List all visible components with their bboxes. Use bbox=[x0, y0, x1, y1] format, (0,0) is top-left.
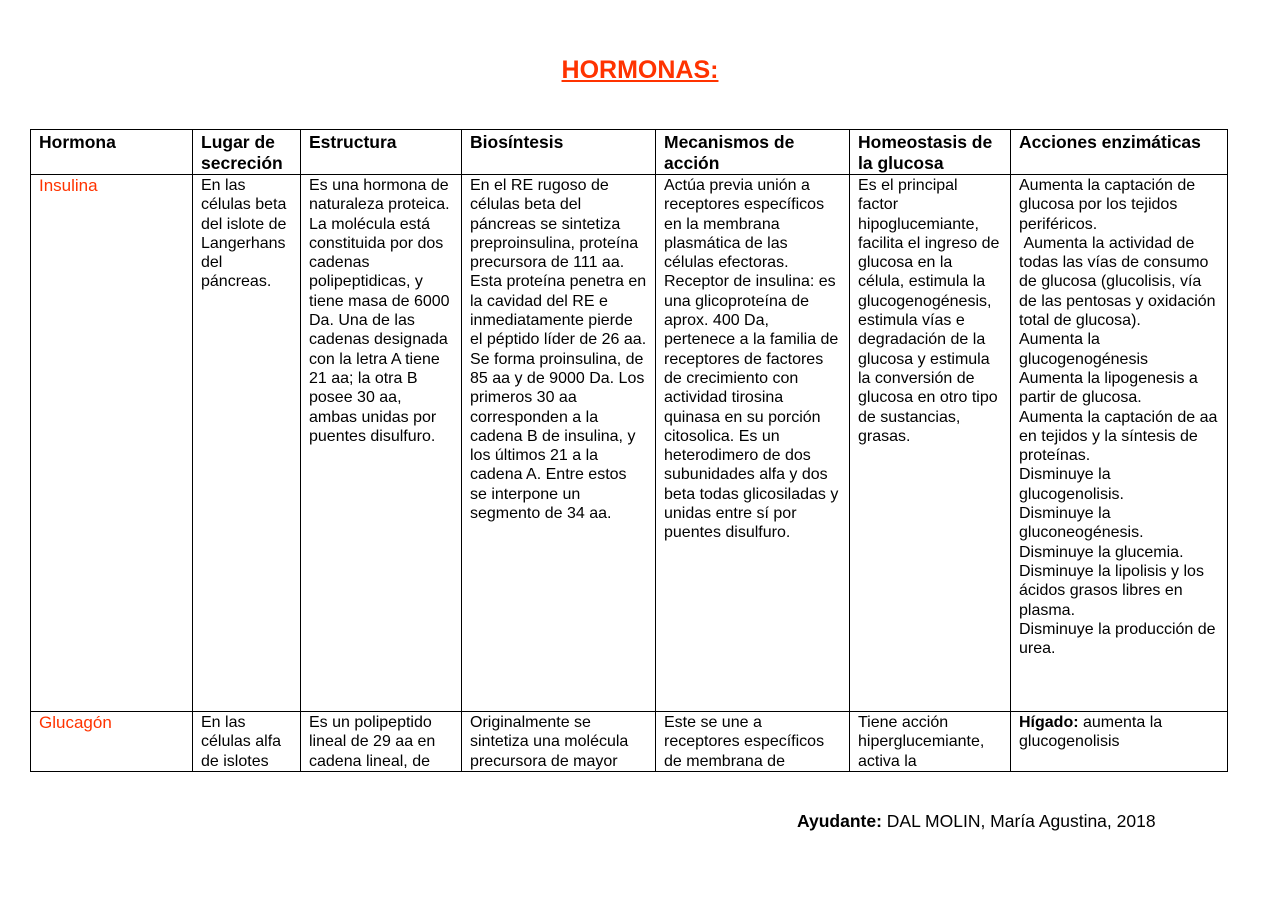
cell-estructura: Es un polipeptido lineal de 29 aa en cadena lineal, de bbox=[301, 712, 462, 772]
table-row bbox=[31, 175, 1228, 712]
header-homeostasis: Homeostasis de la glucosa bbox=[850, 130, 1011, 175]
header-lugar: Lugar de secreción bbox=[193, 130, 301, 175]
hormones-table bbox=[30, 129, 1228, 772]
cell-homeostasis: Es el principal factor hipoglucemiante, facilita el ingreso de glucosa en la célula, estimula la glucogenogénesis, estimula vías e degradación de la glucosa y estimula la conversión de glucosa en otro tipo de sustancias, grasas. bbox=[850, 175, 1011, 712]
cell-mecanismos: Actúa previa unión a receptores específicos en la membrana plasmática de las células efectoras. Receptor de insulina: es una glicoproteína de aprox. 400 Da, pertenece a la familia de receptores de factores de crecimiento con actividad tirosina quinasa en su porción citosolica. Es un heterodimero de dos subunidades alfa y dos beta todas glicosiladas y unidas entre sí por puentes disulfuro. bbox=[656, 175, 850, 712]
header-biosintesis: Biosíntesis bbox=[462, 130, 656, 175]
accion-item: Aumenta la lipogenesis a partir de glucosa. bbox=[1019, 369, 1198, 407]
cell-homeostasis: Tiene acción hiperglucemiante, activa la bbox=[850, 712, 1011, 772]
organ-label: Hígado: bbox=[1019, 714, 1079, 731]
table-header-row bbox=[31, 130, 1228, 175]
accion-item: Aumenta la glucogenogénesis bbox=[1019, 331, 1148, 368]
page-title: HORMONAS: bbox=[561, 56, 719, 84]
cell-acciones bbox=[1011, 175, 1228, 712]
footer-credit bbox=[797, 811, 1156, 832]
cell-lugar: En las células alfa de islotes bbox=[193, 712, 301, 772]
accion-item: Disminuye la producción de urea. bbox=[1019, 620, 1216, 658]
accion-item: Disminuye la lipolisis y los ácidos grasos libres en plasma. bbox=[1019, 562, 1204, 619]
cell-biosintesis: En el RE rugoso de células beta del páncreas se sintetiza preproinsulina, proteína precursora de 111 aa. Esta proteína penetra en la cavidad del RE e inmediatamente pierde el péptido líder de 26 aa. Se forma proinsulina, de 85 aa y de 9000 Da. Los primeros 30 aa corresponden a la cadena B de insulina, y los últimos 21 a la cadena A. Entre estos se interpone un segmento de 34 aa. bbox=[462, 175, 656, 712]
header-estructura: Estructura bbox=[301, 130, 462, 175]
hormone-name: Glucagón bbox=[31, 712, 193, 772]
footer-label: Ayudante: bbox=[797, 811, 882, 831]
header-mecanismos: Mecanismos de acción bbox=[656, 130, 850, 175]
footer-text: DAL MOLIN, María Agustina, 2018 bbox=[881, 811, 1156, 831]
cell-estructura: Es una hormona de naturaleza proteica. La molécula está constituida por dos cadenas polipeptidicas, y tiene masa de 6000 Da. Una de las cadenas designada con la letra A tiene 21 aa; la otra B posee 30 aa, ambas unidas por puentes disulfuro. bbox=[301, 175, 462, 712]
hormone-name: Insulina bbox=[31, 175, 193, 712]
accion-item: Aumenta la actividad de todas las vías de consumo de glucosa (glucolisis, vía de las pentosas y oxidación total de glucosa). bbox=[1019, 234, 1221, 330]
cell-mecanismos: Este se une a receptores específicos de membrana de bbox=[656, 712, 850, 772]
cell-acciones bbox=[1011, 712, 1228, 772]
accion-item: Disminuye la glucogenolisis. bbox=[1019, 466, 1124, 503]
header-acciones: Acciones enzimáticas bbox=[1011, 130, 1228, 175]
table-row bbox=[31, 712, 1228, 772]
cell-biosintesis: Originalmente se sintetiza una molécula precursora de mayor bbox=[462, 712, 656, 772]
accion-item: Aumenta la captación de glucosa por los tejidos periféricos. bbox=[1019, 177, 1196, 233]
accion-item: Disminuye la gluconeogénesis. bbox=[1019, 505, 1144, 542]
accion-item: Disminuye la glucemia. bbox=[1019, 543, 1184, 561]
header-hormona: Hormona bbox=[31, 130, 193, 175]
accion-text: aumenta la glucogenolisis bbox=[1019, 714, 1167, 751]
cell-lugar: En las células beta del islote de Langerhans del páncreas. bbox=[193, 175, 301, 712]
accion-item: Aumenta la captación de aa en tejidos y la síntesis de proteínas. bbox=[1019, 408, 1218, 465]
